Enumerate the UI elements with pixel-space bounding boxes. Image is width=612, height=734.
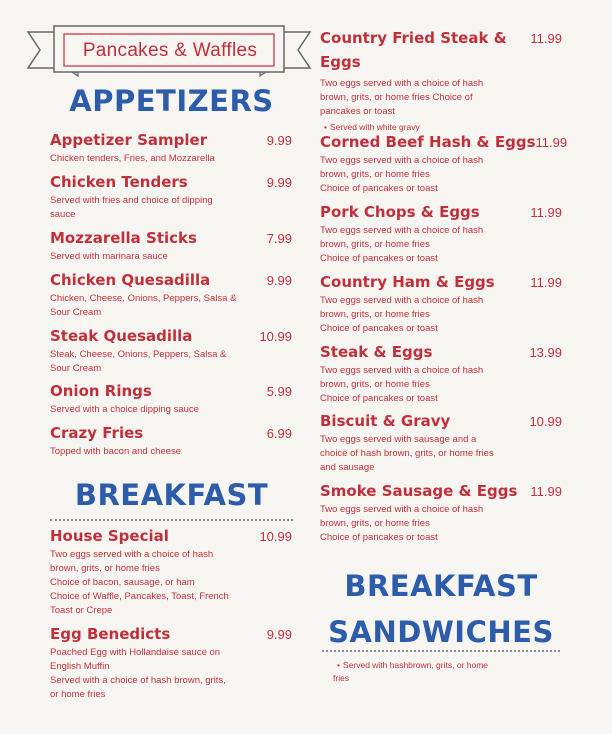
menu-item-header	[50, 131, 292, 149]
menu-item-header	[50, 527, 292, 545]
menu-item	[50, 271, 292, 320]
menu-item-description	[50, 348, 292, 376]
breakfast-divider	[50, 519, 293, 521]
menu-item-description-line: Two eggs served with sausage and a	[320, 434, 477, 445]
menu-item-description-line: brown, grits, or home fries	[320, 379, 430, 390]
menu-item-header	[50, 173, 292, 191]
menu-item	[320, 482, 562, 545]
menu-item-description-line: Two eggs served with a choice of hash	[320, 155, 484, 166]
menu-item-description-line: choice of hash brown, grits, or home fries	[320, 448, 494, 459]
menu-item-description-line: Choice of pancakes or toast	[320, 393, 438, 404]
menu-item-description	[50, 646, 292, 702]
menu-item	[50, 424, 292, 459]
menu-item-price: 13.99	[529, 345, 562, 360]
menu-item-description	[50, 548, 292, 618]
menu-item-name: Onion Rings	[50, 382, 152, 400]
menu-item-description-line: brown, grits, or home fries	[320, 169, 430, 180]
menu-item	[50, 382, 292, 417]
menu-item-name: Pork Chops & Eggs	[320, 203, 480, 221]
sandwiches-note-line-1: Served with hashbrown, grits, or home	[342, 660, 489, 670]
menu-item-name: Country Ham & Eggs	[320, 273, 495, 291]
breakfast-sandwiches-heading	[320, 563, 562, 655]
menu-item-header	[320, 203, 562, 221]
menu-item-description	[320, 433, 562, 475]
menu-item-description-line: Choice of pancakes or toast	[320, 323, 438, 334]
menu-item-name: Appetizer Sampler	[50, 131, 208, 149]
menu-item	[320, 133, 568, 196]
pancakes-waffles-banner	[26, 20, 312, 80]
menu-item-header	[320, 273, 562, 291]
menu-item-description	[50, 250, 292, 264]
menu-item-description-line: or home fries	[50, 689, 106, 700]
menu-item-name: Mozzarella Sticks	[50, 229, 197, 247]
menu-item-description-line: Two eggs served with a choice of hash	[320, 78, 484, 89]
menu-item-price: 11.99	[530, 275, 562, 290]
menu-item-description-line: English Muffin	[50, 661, 110, 672]
menu-item-description-line: Two eggs served with a choice of hash	[320, 295, 484, 306]
menu-item-header	[50, 229, 292, 247]
menu-item-header	[320, 482, 562, 500]
menu-item-price: 10.99	[259, 529, 292, 544]
sandwiches-title-line-1: BREAKFAST	[344, 569, 538, 603]
menu-item	[320, 26, 562, 134]
menu-item	[50, 527, 292, 618]
menu-item-description-line: Served with marinara sauce	[50, 251, 168, 262]
menu-item-description-line: Sour Cream	[50, 363, 102, 374]
menu-item-description	[50, 403, 292, 417]
menu-item	[320, 343, 562, 406]
menu-item-header	[320, 412, 562, 430]
menu-item-description	[320, 224, 562, 266]
menu-item-description	[50, 445, 292, 459]
menu-item-description-line: Two eggs served with a choice of hash	[320, 225, 484, 236]
menu-item-price: 6.99	[266, 426, 292, 441]
menu-item-price: 5.99	[266, 384, 292, 399]
menu-item-description-line: brown, grits, or home fries	[320, 309, 430, 320]
sandwiches-title-line-2: SANDWICHES	[328, 615, 554, 649]
menu-item-description-line: sauce	[50, 209, 76, 220]
menu-item-name-line: Country Fried Steak &	[320, 29, 507, 47]
menu-item-description-line: pancakes or toast	[320, 106, 395, 117]
menu-item-description	[320, 154, 562, 196]
menu-item-price: 11.99	[535, 135, 568, 150]
menu-item-name: Chicken Quesadilla	[50, 271, 211, 289]
menu-item-name-line: Eggs	[320, 53, 361, 71]
menu-item-price: 11.99	[530, 484, 562, 499]
menu-item-header	[320, 343, 562, 361]
menu-item-price: 9.99	[266, 175, 292, 190]
menu-item-name: Smoke Sausage & Eggs	[320, 482, 518, 500]
menu-item-description-line: Served with a choice dipping sauce	[50, 404, 199, 415]
sandwiches-note-line-2: fries	[333, 673, 350, 683]
menu-item-name: Steak Quesadilla	[50, 327, 193, 345]
menu-item-header	[50, 382, 292, 400]
menu-item	[320, 273, 562, 336]
menu-item-description	[50, 194, 292, 222]
menu-item	[50, 229, 292, 264]
menu-item-name: Chicken Tenders	[50, 173, 188, 191]
menu-item-header	[320, 133, 568, 151]
bullet-icon: •	[324, 122, 327, 132]
menu-item-name: Steak & Eggs	[320, 343, 433, 361]
menu-item-price: 11.99	[530, 205, 562, 220]
menu-item-name: Corned Beef Hash & Eggs	[320, 133, 536, 151]
appetizers-heading: APPETIZERS	[69, 84, 274, 118]
menu-item	[320, 203, 562, 266]
menu-item-description-line: Chicken tenders, Fries, and Mozzarella	[50, 153, 215, 164]
menu-item-description-line: brown, grits, or home fries	[50, 563, 160, 574]
menu-item-price: 9.99	[266, 133, 292, 148]
menu-item	[50, 625, 292, 702]
menu-item-price: 11.99	[530, 31, 562, 46]
menu-item-description-line: Poached Egg with Hollandaise sauce on	[50, 647, 221, 658]
menu-item-name: House Special	[50, 527, 169, 545]
banner-label: Pancakes & Waffles	[82, 40, 258, 61]
menu-item-description-line: Choice of Waffle, Pancakes, Toast, French	[50, 591, 229, 602]
menu-item-description-line: brown, grits, or home fries	[320, 518, 430, 529]
menu-item-price: 7.99	[266, 231, 292, 246]
menu-item-description-line: Choice of pancakes or toast	[320, 253, 438, 264]
menu-item	[320, 412, 562, 475]
menu-item-description-line: Served with fries and choice of dipping	[50, 195, 213, 206]
menu-item-price: 9.99	[266, 273, 292, 288]
breakfast-heading: BREAKFAST	[74, 478, 269, 512]
menu-item-header	[50, 327, 292, 345]
menu-item-description-line: Chicken, Cheese, Onions, Peppers, Salsa &	[50, 293, 237, 304]
menu-item-description-line: and sausage	[320, 462, 375, 473]
menu-item-price: 9.99	[266, 627, 292, 642]
menu-item-description-line: Toast or Crepe	[50, 605, 113, 616]
menu-item-name: Biscuit & Gravy	[320, 412, 451, 430]
menu-item-description-line: Sour Cream	[50, 307, 102, 318]
bullet-icon: •	[337, 660, 340, 670]
menu-item	[50, 131, 292, 166]
menu-item-description-line: Topped with bacon and cheese	[50, 446, 181, 457]
sandwiches-divider	[322, 650, 560, 652]
menu-item	[50, 173, 292, 222]
menu-item-description	[320, 503, 562, 545]
menu-item-name: Crazy Fries	[50, 424, 144, 442]
menu-item-header	[50, 625, 292, 643]
menu-item-description	[320, 294, 562, 336]
menu-item-description-line: Two eggs served with a choice of hash	[50, 549, 214, 560]
menu-item-description-line: Choice of pancakes or toast	[320, 532, 438, 543]
menu-item-price: 10.99	[529, 414, 562, 429]
menu-item-description-line: Two eggs served with a choice of hash	[320, 365, 484, 376]
menu-item	[50, 327, 292, 376]
menu-item-description-line: brown, grits, or home fries Choice of	[320, 92, 473, 103]
menu-item-header	[50, 271, 292, 289]
menu-item-note-text: Served with white gravy	[329, 122, 420, 132]
menu-item-description	[320, 364, 562, 406]
menu-item-description-line: Choice of bacon, sausage, or ham	[50, 577, 195, 588]
menu-item-name: Egg Benedicts	[50, 625, 171, 643]
menu-item-description	[50, 152, 292, 166]
menu-item-description-line: Steak, Cheese, Onions, Peppers, Salsa &	[50, 349, 227, 360]
menu-item-name	[320, 26, 507, 74]
menu-item-description-line: brown, grits, or home fries	[320, 239, 430, 250]
menu-item-description-line: Choice of pancakes or toast	[320, 183, 438, 194]
menu-item-description	[50, 292, 292, 320]
menu-item-description	[320, 77, 562, 119]
menu-item-header	[320, 26, 562, 74]
menu-item-description-line: Two eggs served with a choice of hash	[320, 504, 484, 515]
menu-item-description-line: Served with a choice of hash brown, grits,	[50, 675, 226, 686]
sandwiches-note	[333, 659, 553, 685]
menu-item-price: 10.99	[259, 329, 292, 344]
menu-item-header	[50, 424, 292, 442]
